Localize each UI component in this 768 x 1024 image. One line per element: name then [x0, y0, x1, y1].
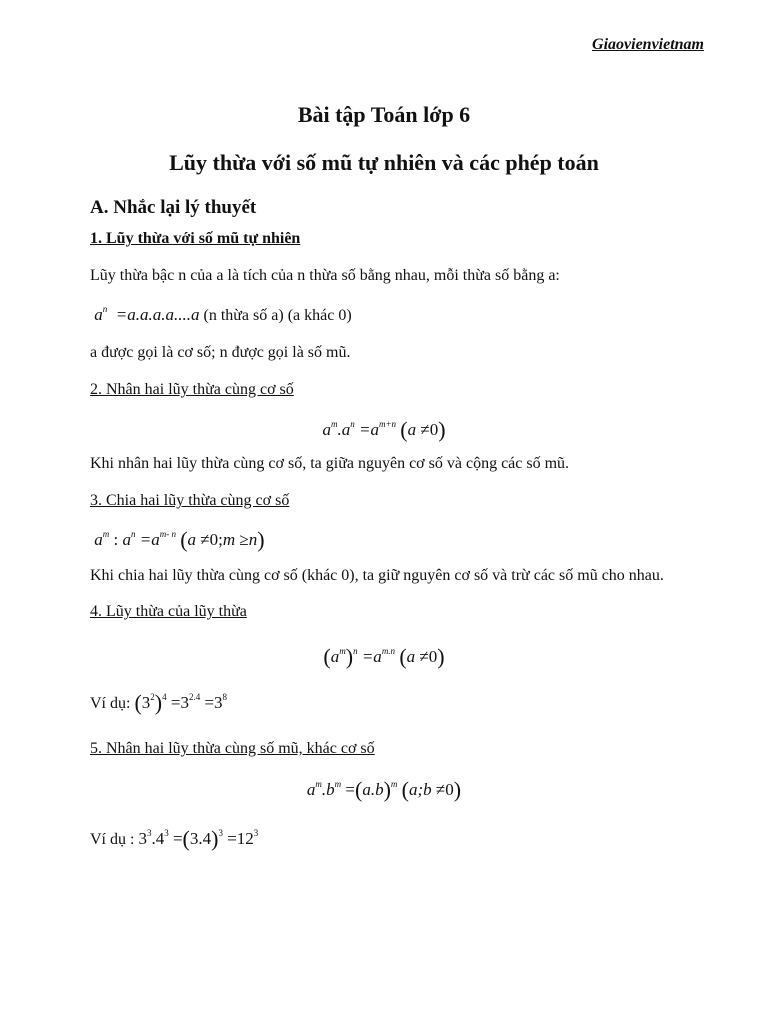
s1-note: a được gọi là cơ số; n được gọi là số mũ.: [90, 344, 351, 361]
s3-description: Khi chia hai lũy thừa cùng cơ số (khác 0), ta giữ nguyên cơ số và trừ các số mũ cho nhau.: [90, 567, 664, 584]
page-title: Bài tập Toán lớp 6: [297, 102, 471, 127]
s4-formula: $(a^m)^n =a^{m.n}$ (a ≠0): [323, 644, 445, 669]
s4-example-label: Ví dụ:: [90, 695, 131, 712]
s5-example: Ví dụ : $3^3.4^3 =(3.4)^3 =12^3$: [90, 826, 259, 851]
s4-example: Ví dụ: $(3^2)^4 =3^{2.4} =3^8$: [90, 690, 228, 715]
s3-title: 3. Chia hai lũy thừa cùng cơ số: [90, 492, 290, 509]
s5-title: 5. Nhân hai lũy thừa cùng số mũ, khác cơ số: [90, 740, 375, 757]
s3-formula: $a^m$ : $a^n =a^{m- n}$ (a ≠0;m ≥n): [90, 527, 265, 552]
s2-description: Khi nhân hai lũy thừa cùng cơ số, ta giữa nguyên cơ số và cộng các số mũ.: [90, 455, 570, 472]
s4-title: 4. Lũy thừa của lũy thừa: [90, 603, 247, 620]
s1-title: 1. Lũy thừa với số mũ tự nhiên: [90, 230, 301, 247]
s2-formula: $a^m.a^n =a^{m+n}$ (a ≠0): [322, 417, 446, 442]
section-a-heading: A. Nhắc lại lý thuyết: [90, 197, 257, 218]
s5-formula: $a^m.b^m =(a.b)^m$ (a;b ≠0): [306, 777, 462, 802]
s1-formula-line: [90, 305, 352, 325]
power-definition-formula: $a^n =a.a.a.a....a$: [90, 304, 200, 324]
site-header: Giaovienvietnam: [592, 36, 704, 53]
s1-definition: Lũy thừa bậc n của a là tích của n thừa số bằng nhau, mỗi thừa số bằng a:: [90, 267, 560, 284]
s5-example-label: Ví dụ :: [90, 831, 135, 848]
page-subtitle: Lũy thừa với số mũ tự nhiên và các phép toán: [169, 150, 599, 175]
s2-title: 2. Nhân hai lũy thừa cùng cơ số: [90, 381, 294, 398]
s1-formula-note: (n thừa số a) (a khác 0): [203, 307, 352, 324]
